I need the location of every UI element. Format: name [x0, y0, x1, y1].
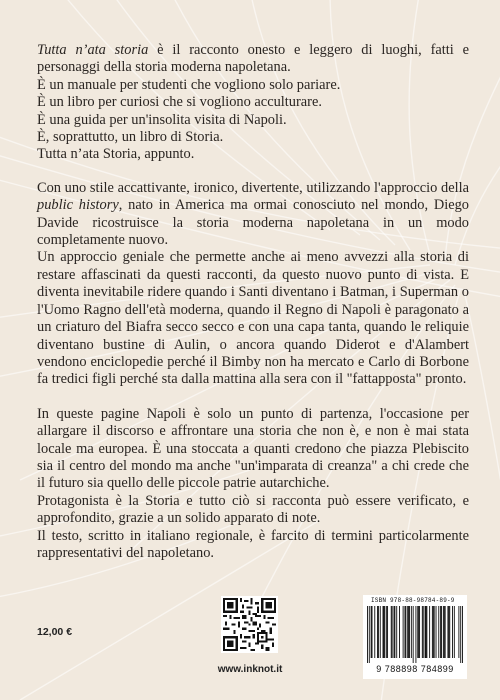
intro-line-6: Tutta n’ata Storia, appunto.: [37, 146, 195, 163]
approach-paragraph: Un approccio geniale che permette anche ai meno avvezzi alla storia di restare affascinati da questi racconti, da questo nuovo punto di vista. E diventa inevitabile ridere quando i Santi diventano i Batman, i Superman o l'Uomo Ragno dell'età moderna, quando il Regno di Napoli è paragonato a un criaturo del Biafra secco secco e con una capa tanta, quando le reliquie diventano bustine di Aulin, o ancora quando Diderot e d'Alambert vendono enciclopedie perché il Bimby non ha mercato e Carlo di Borbone fa tredici figli perché sta dalla mattina alla sera con il "fattapposta" pronto.: [37, 249, 469, 388]
intro-line-1-text: è il racconto onesto e leggero di luoghi, fatti e personaggi della storia moderna napoletana.: [37, 42, 469, 76]
style-paragraph-text-b: , nato in America ma ormai conosciuto nel mondo, Diego Davide ricostruisce la storia moderna napoletana in un modo completamente nuovo.: [37, 197, 469, 249]
description-text: [37, 42, 469, 562]
intro-line-3: È un libro per curiosi che si vogliono acculturare.: [37, 94, 322, 111]
price-label: 12,00 €: [37, 626, 73, 638]
intro-line-4: È una guida per un'insolita visita di Napoli.: [37, 111, 287, 128]
intro-line-5: È, soprattutto, un libro di Storia.: [37, 129, 224, 146]
naples-paragraph: In queste pagine Napoli è solo un punto di partenza, l'occasione per allargare il discorso e affrontare una storia che non è, e non è mai stata locale ma europea. È una stoccata a quanti credono che piazza Plebiscito sia il centro del mondo ma anche "un'imparata di creanza" a chi crede che il futuro sia quello delle piccole patrie autarchiche.: [37, 405, 469, 492]
protagonist-paragraph: Protagonista è la Storia e tutto ciò si racconta può essere verificato, e approfondito, grazie a un solido apparato di note.: [37, 492, 469, 527]
intro-line-2: È un manuale per studenti che vogliono solo pariare.: [37, 76, 341, 93]
public-history-term: public history: [37, 197, 119, 214]
isbn-barcode: [363, 595, 467, 679]
intro-line-1: [37, 42, 469, 77]
qr-code: [221, 596, 278, 653]
style-paragraph-text-a: Con uno stile accattivante, ironico, divertente, utilizzando l'approccio della: [37, 179, 469, 196]
barcode-bars: [367, 606, 463, 663]
book-title: Tutta n’ata storia: [37, 42, 149, 58]
isbn-number: 9 788898 784899: [376, 664, 454, 674]
style-paragraph: [37, 180, 469, 250]
publisher-website: www.inknot.it: [217, 664, 283, 675]
language-paragraph: Il testo, scritto in italiano regionale, è farcito di termini particolarmente rappresentativi del napoletano.: [37, 527, 469, 561]
isbn-label: ISBN 978-88-98784-89-9: [371, 597, 455, 604]
